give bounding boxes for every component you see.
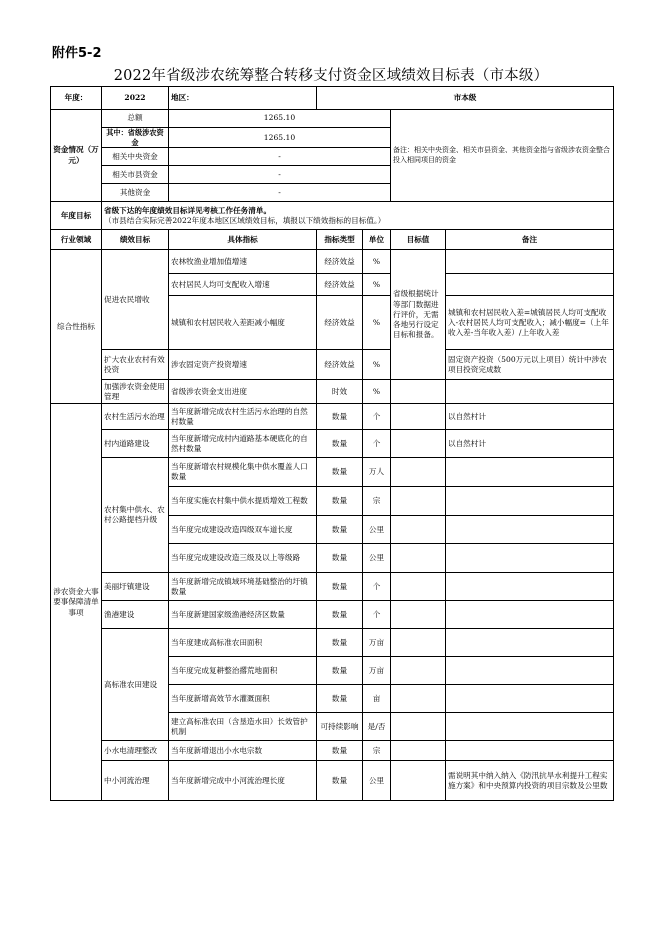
goal-cell: 扩大农业农村有效投资 (102, 350, 169, 380)
indicator-cell: 当年度新增完成农村生活污水治理的自然村数量 (169, 404, 317, 430)
attachment-label: 附件5-2 (52, 46, 102, 61)
annual-goal-text (102, 202, 614, 230)
goal-cell: 促进农民增收 (102, 250, 169, 350)
indicator-cell: 涉农固定资产投资增速 (169, 350, 317, 380)
indicator-cell: 当年度新增完成镇域环境基础整治的圩镇数量 (169, 573, 317, 601)
col-header: 绩效目标 (102, 230, 169, 250)
target-cell (391, 487, 446, 516)
target-cell (391, 404, 446, 430)
table-row (51, 404, 614, 430)
goal-cell: 加强涉农资金使用管理 (102, 380, 169, 404)
note-cell: 以自然村计 (446, 404, 614, 430)
target-note: 省级根据统计等部门数据进行评价，无需各地另行设定目标和报备。 (391, 250, 446, 380)
funds-row-label: 相关中央资金 (102, 148, 169, 166)
indicator-cell: 当年度新增退出小水电宗数 (169, 741, 317, 761)
goal-cell: 渔港建设 (102, 601, 169, 629)
region-label: 地区： (169, 87, 317, 110)
note-cell (446, 458, 614, 487)
target-cell (391, 544, 446, 573)
target-cell (391, 430, 446, 458)
funds-row-value: 1265.10 (169, 128, 391, 148)
unit-cell: 个 (363, 601, 391, 629)
indicator-cell: 当年度实施农村集中供水提质增效工程数 (169, 487, 317, 516)
goal-cell: 高标准农田建设 (102, 629, 169, 741)
indicator-cell: 当年度新增高效节水灌溉面积 (169, 685, 317, 713)
domain-composite: 综合性指标 (51, 250, 102, 404)
funds-row-label: 其他资金 (102, 184, 169, 202)
table-row (51, 741, 614, 761)
type-cell: 数量 (317, 741, 363, 761)
page-title: 2022年省级涉农统筹整合转移支付资金区域绩效目标表（市本级） (113, 68, 549, 84)
unit-cell: 宗 (363, 741, 391, 761)
goal-cell: 农村生活污水治理 (102, 404, 169, 430)
note-cell: 以自然村计 (446, 430, 614, 458)
funds-row-value: 1265.10 (169, 110, 391, 128)
table-row (51, 573, 614, 601)
note-cell (446, 573, 614, 601)
funds-row-label: 相关市县资金 (102, 166, 169, 184)
funds-row-label: 其中：省级涉农资金 (102, 128, 169, 148)
unit-cell: 公里 (363, 544, 391, 573)
goal-cell: 农村集中供水、农村公路提档升级 (102, 458, 169, 573)
type-cell: 数量 (317, 573, 363, 601)
unit-cell: 万亩 (363, 657, 391, 685)
indicator-cell: 当年度建成高标准农田面积 (169, 629, 317, 657)
note-cell (446, 544, 614, 573)
unit-cell: % (363, 296, 391, 350)
note-cell: 需说明其中纳入纳入《防汛抗旱水利提升工程实施方案》和中央预算内投资的项目宗数及公里数 (446, 761, 614, 801)
indicator-cell: 当年度完成复耕整治撂荒地面积 (169, 657, 317, 685)
unit-cell: 公里 (363, 761, 391, 801)
note-cell (446, 274, 614, 296)
goal-cell: 美丽圩镇建设 (102, 573, 169, 601)
indicator-cell: 建立高标准农田（含垦造水田）长效管护机制 (169, 713, 317, 741)
type-cell: 数量 (317, 544, 363, 573)
table-row (51, 430, 614, 458)
indicator-cell: 农林牧渔业增加值增速 (169, 250, 317, 274)
unit-cell: % (363, 380, 391, 404)
indicator-cell: 当年度完成建设改造三级及以上等级路 (169, 544, 317, 573)
unit-cell: 公里 (363, 516, 391, 544)
performance-table (50, 86, 614, 801)
unit-cell: 亩 (363, 685, 391, 713)
unit-cell: % (363, 350, 391, 380)
indicator-cell: 城镇和农村居民收入差距减小幅度 (169, 296, 317, 350)
type-cell: 数量 (317, 404, 363, 430)
target-cell (391, 458, 446, 487)
unit-cell: 万亩 (363, 629, 391, 657)
table-row (51, 250, 614, 274)
table-row (51, 380, 614, 404)
target-cell (391, 657, 446, 685)
goal-cell: 中小河流治理 (102, 761, 169, 801)
year-label: 年度： (51, 87, 102, 110)
col-header: 具体指标 (169, 230, 317, 250)
type-cell: 数量 (317, 657, 363, 685)
note-cell (446, 741, 614, 761)
funds-row-value: - (169, 148, 391, 166)
type-cell: 数量 (317, 601, 363, 629)
type-cell: 数量 (317, 685, 363, 713)
table-row (51, 458, 614, 487)
goal-cell: 村内道路建设 (102, 430, 169, 458)
annual-goal-row (51, 202, 614, 230)
indicator-cell: 当年度完成建设改造四级双车道长度 (169, 516, 317, 544)
unit-cell: % (363, 250, 391, 274)
note-cell (446, 713, 614, 741)
type-cell: 数量 (317, 458, 363, 487)
table-row (51, 629, 614, 657)
note-cell: 城镇和农村居民收入差=城镇居民人均可支配收入-农村居民人均可支配收入；减小幅度=（上年收入差-当年收入差）/上年收入差 (446, 296, 614, 350)
unit-cell: 宗 (363, 487, 391, 516)
type-cell: 数量 (317, 516, 363, 544)
note-cell (446, 657, 614, 685)
indicator-cell: 省级涉农资金支出进度 (169, 380, 317, 404)
target-cell (391, 741, 446, 761)
type-cell: 数量 (317, 629, 363, 657)
note-cell: 固定资产投资（500万元以上项目）统计中涉农项目投资完成数 (446, 350, 614, 380)
domain-major: 涉农资金大事要事保障清单事项 (51, 404, 102, 801)
target-cell (391, 629, 446, 657)
note-cell (446, 601, 614, 629)
col-header: 目标值 (391, 230, 446, 250)
table-row (51, 350, 614, 380)
unit-cell: 万人 (363, 458, 391, 487)
target-cell (391, 601, 446, 629)
target-cell (391, 761, 446, 801)
type-cell: 数量 (317, 487, 363, 516)
funds-row (51, 110, 614, 128)
unit-cell: % (363, 274, 391, 296)
target-cell (391, 685, 446, 713)
col-header: 行业领域 (51, 230, 102, 250)
funds-section-label: 资金情况（万元） (51, 110, 102, 202)
type-cell: 经济效益 (317, 350, 363, 380)
type-cell: 数量 (317, 761, 363, 801)
unit-cell: 个 (363, 573, 391, 601)
column-header-row (51, 230, 614, 250)
col-header: 备注 (446, 230, 614, 250)
target-cell (391, 380, 446, 404)
type-cell: 经济效益 (317, 250, 363, 274)
annual-goal-line1: 省级下达的年度绩效目标详见考核工作任务清单。 (104, 205, 272, 215)
note-cell (446, 380, 614, 404)
funds-row-label: 总额 (102, 110, 169, 128)
note-cell (446, 250, 614, 274)
type-cell: 经济效益 (317, 296, 363, 350)
target-cell (391, 573, 446, 601)
note-cell (446, 487, 614, 516)
annual-goal-label: 年度目标 (51, 202, 102, 230)
funds-note: 备注：相关中央资金、相关市县资金、其他资金指与省级涉农资金整合投入相同项目的资金 (391, 110, 614, 202)
type-cell: 经济效益 (317, 274, 363, 296)
table-row (51, 601, 614, 629)
goal-cell: 小水电清理整改 (102, 741, 169, 761)
indicator-cell: 当年度新建国家级渔港经济区数量 (169, 601, 317, 629)
table-row (51, 761, 614, 801)
unit-cell: 是/否 (363, 713, 391, 741)
note-cell (446, 685, 614, 713)
indicator-cell: 当年度新增完成中小河流治理长度 (169, 761, 317, 801)
unit-cell: 个 (363, 430, 391, 458)
indicator-cell: 当年度新增完成村内道路基本硬底化的自然村数量 (169, 430, 317, 458)
note-cell (446, 629, 614, 657)
target-cell (391, 516, 446, 544)
unit-cell: 个 (363, 404, 391, 430)
funds-row-value: - (169, 166, 391, 184)
type-cell: 可持续影响 (317, 713, 363, 741)
col-header: 单位 (363, 230, 391, 250)
type-cell: 时效 (317, 380, 363, 404)
type-cell: 数量 (317, 430, 363, 458)
region-value: 市本级 (317, 87, 614, 110)
target-cell (391, 713, 446, 741)
col-header: 指标类型 (317, 230, 363, 250)
header-row (51, 87, 614, 110)
year-value: 2022 (102, 87, 169, 110)
funds-row-value: - (169, 184, 391, 202)
annual-goal-line2: （市县结合实际完善2022年度本地区区域绩效目标，填报以下绩效指标的目标值。） (104, 215, 386, 225)
note-cell (446, 516, 614, 544)
indicator-cell: 当年度新增农村规模化集中供水覆盖人口数量 (169, 458, 317, 487)
indicator-cell: 农村居民人均可支配收入增速 (169, 274, 317, 296)
